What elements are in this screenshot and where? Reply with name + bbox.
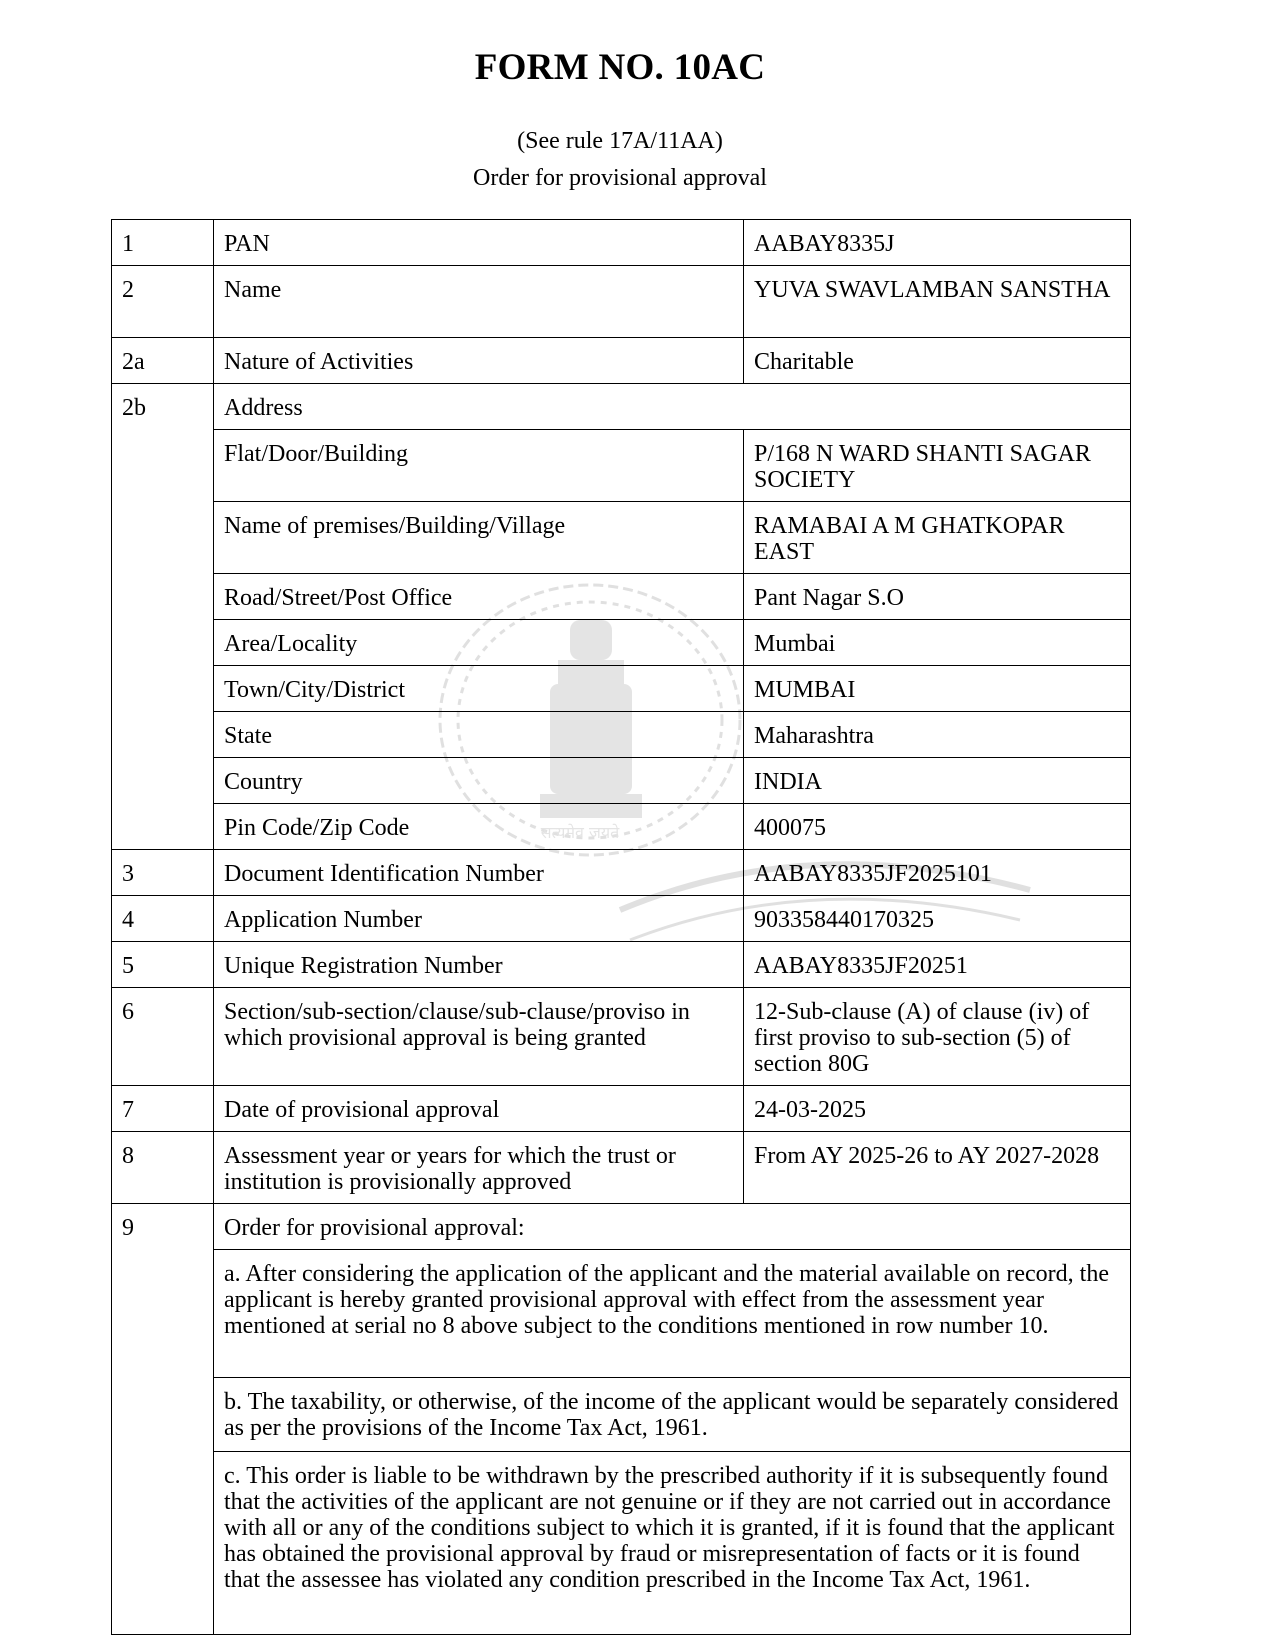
row-number: 9 xyxy=(112,1204,214,1635)
field-label: Name of premises/Building/Village xyxy=(214,502,744,574)
row-address-road xyxy=(112,574,1131,620)
country-value: INDIA xyxy=(744,758,1131,804)
field-label: Document Identification Number xyxy=(214,850,744,896)
pan-value: AABAY8335J xyxy=(744,220,1131,266)
row-order-header xyxy=(112,1204,1131,1250)
pin-value: 400075 xyxy=(744,804,1131,850)
field-label: Section/sub-section/clause/sub-clause/proviso in which provisional approval is being granted xyxy=(214,988,744,1086)
premises-value: RAMABAI A M GHATKOPAR EAST xyxy=(744,502,1131,574)
field-label: Nature of Activities xyxy=(214,338,744,384)
row-number: 4 xyxy=(112,896,214,942)
row-section xyxy=(112,988,1131,1086)
row-urn xyxy=(112,942,1131,988)
section-value: 12-Sub-clause (A) of clause (iv) of first proviso to sub-section (5) of section 80G xyxy=(744,988,1131,1086)
order-clause-c: c. This order is liable to be withdrawn by the prescribed authority if it is subsequently found that the activities of the applicant are not genuine or if they are not carried out in accordance with all or any of the conditions subject to which it is granted, if it is found that the applicant has obtained the provisional approval by fraud or misrepresentation of facts or it is found that the assessee has violated any condition prescribed in the Income Tax Act, 1961. xyxy=(214,1452,1131,1635)
order-clause-a: a. After considering the application of the applicant and the material available on record, the applicant is hereby granted provisional approval with effect from the assessment year mentioned at serial no 8 above subject to the conditions mentioned in row number 10. xyxy=(214,1250,1131,1378)
form-subtitle: Order for provisional approval xyxy=(473,165,767,191)
din-value: AABAY8335JF2025101 xyxy=(744,850,1131,896)
field-label: Flat/Door/Building xyxy=(214,430,744,502)
field-label: Town/City/District xyxy=(214,666,744,712)
field-label: Road/Street/Post Office xyxy=(214,574,744,620)
row-address-state xyxy=(112,712,1131,758)
row-address-flat xyxy=(112,430,1131,502)
field-label: State xyxy=(214,712,744,758)
row-number: 2b xyxy=(112,384,214,850)
row-number: 7 xyxy=(112,1086,214,1132)
row-order-c xyxy=(112,1452,1131,1635)
nature-value: Charitable xyxy=(744,338,1131,384)
application-value: 903358440170325 xyxy=(744,896,1131,942)
row-address-header xyxy=(112,384,1131,430)
row-date xyxy=(112,1086,1131,1132)
town-value: MUMBAI xyxy=(744,666,1131,712)
state-value: Maharashtra xyxy=(744,712,1131,758)
row-address-country xyxy=(112,758,1131,804)
row-application-number xyxy=(112,896,1131,942)
row-number: 2 xyxy=(112,266,214,338)
road-value: Pant Nagar S.O xyxy=(744,574,1131,620)
field-label: Application Number xyxy=(214,896,744,942)
field-label: Name xyxy=(214,266,744,338)
order-clause-b: b. The taxability, or otherwise, of the income of the applicant would be separately considered as per the provisions of the Income Tax Act, 1961. xyxy=(214,1378,1131,1452)
row-address-pin xyxy=(112,804,1131,850)
row-number: 2a xyxy=(112,338,214,384)
row-address-town xyxy=(112,666,1131,712)
row-number: 6 xyxy=(112,988,214,1086)
row-address-area xyxy=(112,620,1131,666)
field-label: Unique Registration Number xyxy=(214,942,744,988)
row-order-b xyxy=(112,1378,1131,1452)
field-label: Country xyxy=(214,758,744,804)
row-number: 5 xyxy=(112,942,214,988)
field-label: Address xyxy=(214,384,1131,430)
approval-form-table xyxy=(111,219,1131,1635)
row-number: 1 xyxy=(112,220,214,266)
field-label: Area/Locality xyxy=(214,620,744,666)
form-title: FORM NO. 10AC xyxy=(474,47,766,88)
flat-value: P/168 N WARD SHANTI SAGAR SOCIETY xyxy=(744,430,1131,502)
assessment-value: From AY 2025-26 to AY 2027-2028 xyxy=(744,1132,1131,1204)
field-label: Date of provisional approval xyxy=(214,1086,744,1132)
row-number: 8 xyxy=(112,1132,214,1204)
row-nature-of-activities xyxy=(112,338,1131,384)
row-assessment-year xyxy=(112,1132,1131,1204)
name-value: YUVA SWAVLAMBAN SANSTHA xyxy=(744,266,1131,338)
row-number: 3 xyxy=(112,850,214,896)
row-din xyxy=(112,850,1131,896)
field-label: Pin Code/Zip Code xyxy=(214,804,744,850)
urn-value: AABAY8335JF20251 xyxy=(744,942,1131,988)
row-order-a xyxy=(112,1250,1131,1378)
watermark-motto: सत्यमेव जयते xyxy=(540,823,620,842)
field-label: PAN xyxy=(214,220,744,266)
row-pan xyxy=(112,220,1131,266)
row-address-premises xyxy=(112,502,1131,574)
rule-reference: (See rule 17A/11AA) xyxy=(517,128,723,154)
date-value: 24-03-2025 xyxy=(744,1086,1131,1132)
row-name xyxy=(112,266,1131,338)
field-label: Assessment year or years for which the trust or institution is provisionally approved xyxy=(214,1132,744,1204)
area-value: Mumbai xyxy=(744,620,1131,666)
field-label: Order for provisional approval: xyxy=(214,1204,1131,1250)
